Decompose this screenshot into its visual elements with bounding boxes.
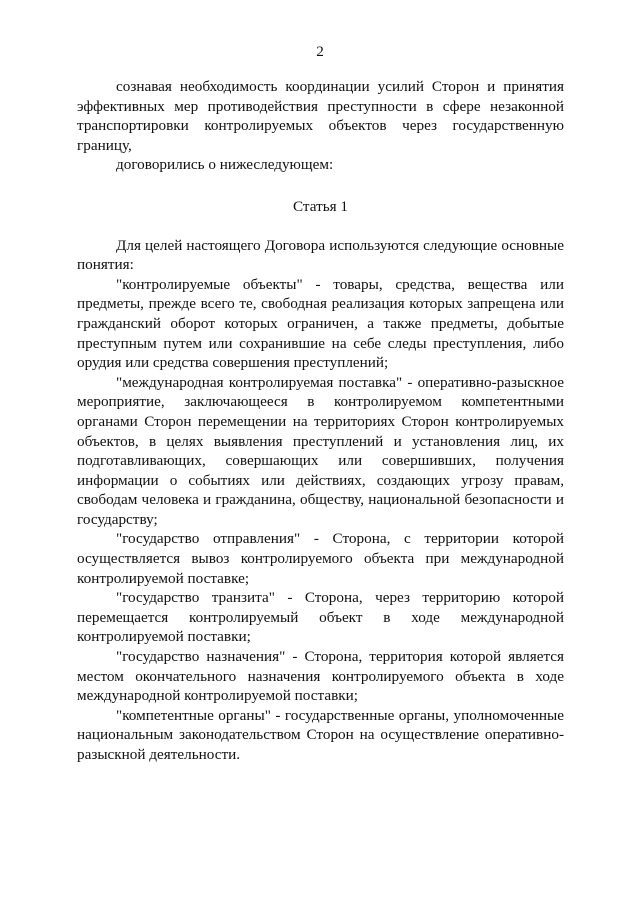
article-paragraph: Для целей настоящего Договора используются следующие основные понятия: [77,236,564,274]
document-body [77,77,564,765]
intro-paragraph-2: договорились о нижеследующем: [116,156,334,174]
definition-state-of-departure: "государство отправления" - Сторона, с территории которой осуществляется вывоз контролируемого объекта при международной контролируемой поставке; [77,530,564,587]
definition-international-controlled-delivery: "международная контролируемая поставка" - оперативно-разыскное мероприятие, заключающееся в контролируемом компетентными органами Сторон перемещении на территориях Сторон контролируемых объектов, в целях выявления преступлений и установления лиц, их подготавливающих, совершающих или совершивших, получения информации о событиях или действиях, создающих угрозу правам, свободам человека и гражданина, обществу, национальной безопасности и государству; [77,373,564,528]
definition-state-of-destination: "государство назначения" - Сторона, территория которой является местом окончательного назначения контролируемого объекта в ходе международной контролируемой поставки; [77,648,564,705]
definition-controlled-objects: "контролируемые объекты" - товары, средства, вещества или предметы, прежде всего те, свободная реализация которых запрещена или гражданский оборот которых ограничен, а также предметы, добытые преступным путем или сохранившие на себе следы преступления, либо орудия или средства совершения преступлений; [77,275,564,372]
definition-competent-authorities: "компетентные органы" - государственные органы, уполномоченные национальным законодательством Сторон на осуществление оперативно-разыскной деятельности. [77,706,564,763]
intro-paragraph-1: сознавая необходимость координации усилий Сторон и принятия эффективных мер противодействия преступности в сфере незаконной транспортировки контролируемых объектов через государственную границу, [77,78,564,154]
page-number: 2 [316,43,324,60]
article-title: Статья 1 [292,197,349,215]
definition-state-of-transit: "государство транзита" - Сторона, через территорию которой перемещается контролируемый объект в ходе международной контролируемой поставки; [77,589,564,646]
